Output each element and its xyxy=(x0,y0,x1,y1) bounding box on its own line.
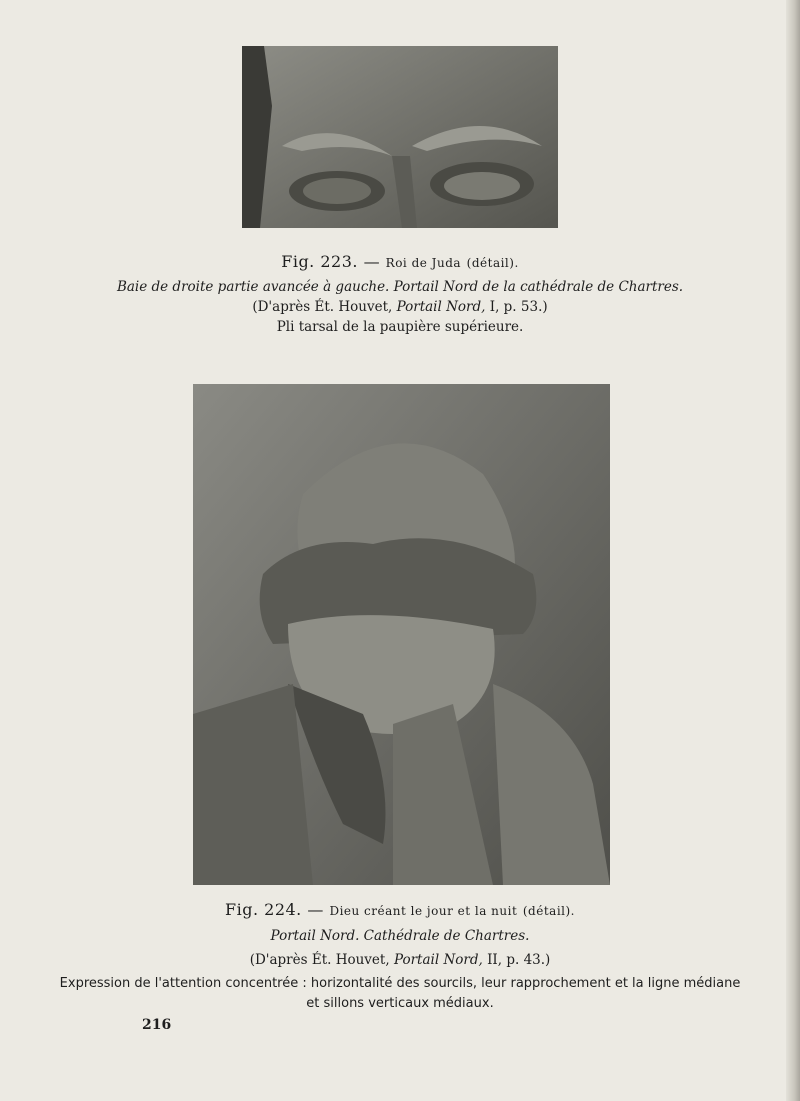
figure-223-description: Pli tarsal de la paupière supérieure. xyxy=(276,319,524,335)
figure-224-title: Fig. 224. — Dieu créant le jour et la nuit (détail). xyxy=(225,900,575,919)
eyes-sculpture-image xyxy=(242,46,558,228)
figure-223-source: (D'après Ét. Houvet, Portail Nord, I, p. 53.) xyxy=(252,299,548,315)
figure-223-location: Baie de droite partie avancée à gauche. Portail Nord de la cathédrale de Chartres. xyxy=(116,279,684,295)
figure-224-description: Expression de l'attention concentrée : horizontalité des sourcils, leur rapprochement et la ligne médiane xyxy=(59,976,741,991)
figure-224-source: (D'après Ét. Houvet, Portail Nord, II, p. 43.) xyxy=(249,952,551,968)
figure-224-photo xyxy=(193,384,610,885)
figure-224-location: Portail Nord. Cathédrale de Chartres. xyxy=(270,928,530,944)
figure-223-title: Fig. 223. — Roi de Juda (détail). xyxy=(281,252,519,271)
god-sculpture-image xyxy=(193,384,610,885)
figure-224-description-cont: et sillons verticaux médiaux. xyxy=(306,996,494,1011)
page-number: 216 xyxy=(142,1017,172,1033)
figure-223-photo xyxy=(242,46,558,228)
